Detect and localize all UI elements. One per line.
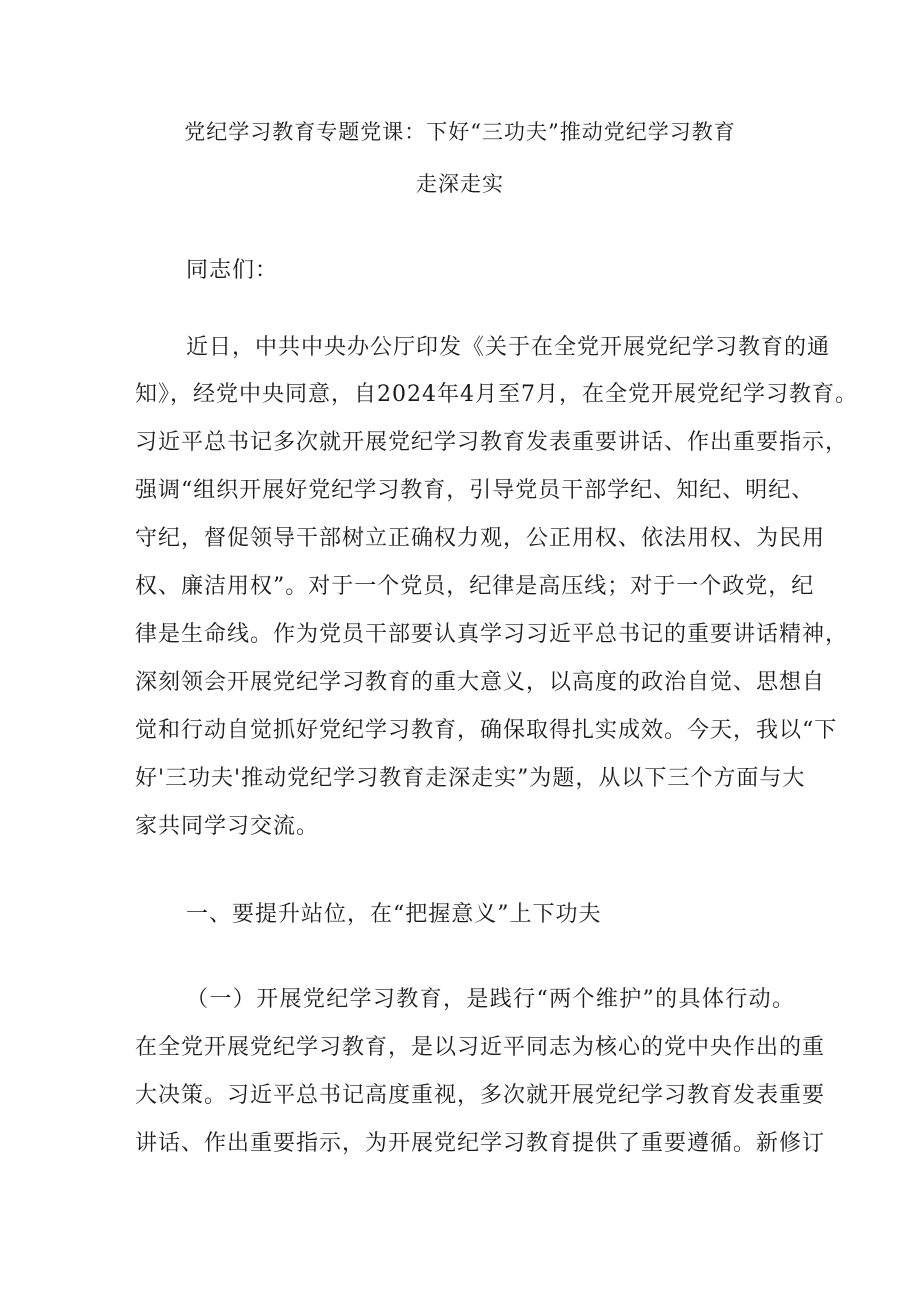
paragraph-1-line: 强调“组织开展好党纪学习教育，引导党员干部学纪、知纪、明纪、: [135, 478, 815, 503]
paragraph-2-line: 讲话、作出重要指示，为开展党纪学习教育提供了重要遵循。新修订: [135, 1131, 826, 1156]
paragraph-1-line: 好'三功夫'推动党纪学习教育走深走实”为题，从以下三个方面与大: [135, 766, 806, 791]
salutation: 同志们：: [186, 258, 279, 283]
paragraph-2-line: 在全党开展党纪学习教育，是以习近平同志为核心的党中央作出的重: [135, 1035, 826, 1060]
paragraph-1-line: 觉和行动自觉抓好党纪学习教育，确保取得扎实成效。今天，我以“下: [135, 718, 838, 743]
paragraph-1-line: 深刻领会开展党纪学习教育的重大意义，以高度的政治自觉、思想自: [135, 670, 826, 695]
paragraph-1-line: 习近平总书记多次就开展党纪学习教育发表重要讲话、作出重要指示，: [135, 430, 849, 455]
paragraph-1-line: 律是生命线。作为党员干部要认真学习习近平总书记的重要讲话精神，: [135, 622, 849, 647]
paragraph-1-line: 守纪，督促领导干部树立正确权力观，公正用权、依法用权、为民用: [135, 526, 826, 551]
paragraph-1-line: 家共同学习交流。: [135, 814, 320, 839]
document-title-line-1: 党纪学习教育专题党课：下好“三功夫”推动党纪学习教育: [184, 120, 736, 144]
paragraph-2-line: （一）开展党纪学习教育，是践行“两个维护”的具体行动。: [186, 987, 795, 1012]
section-heading-1: 一、要提升站位，在“把握意义”上下功夫: [186, 902, 602, 927]
paragraph-1-line: 权、廉洁用权”。对于一个党员，纪律是高压线；对于一个政党，纪: [135, 574, 815, 599]
paragraph-1-line: 近日，中共中央办公厅印发《关于在全党开展党纪学习教育的通: [186, 335, 831, 360]
paragraph-1-line: 知》，经党中央同意，自2024年4月至7月，在全党开展党纪学习教育。: [135, 382, 858, 407]
document-title-line-2: 走深走实: [416, 172, 504, 196]
paragraph-2-line: 大决策。习近平总书记高度重视，多次就开展党纪学习教育发表重要: [135, 1083, 826, 1108]
